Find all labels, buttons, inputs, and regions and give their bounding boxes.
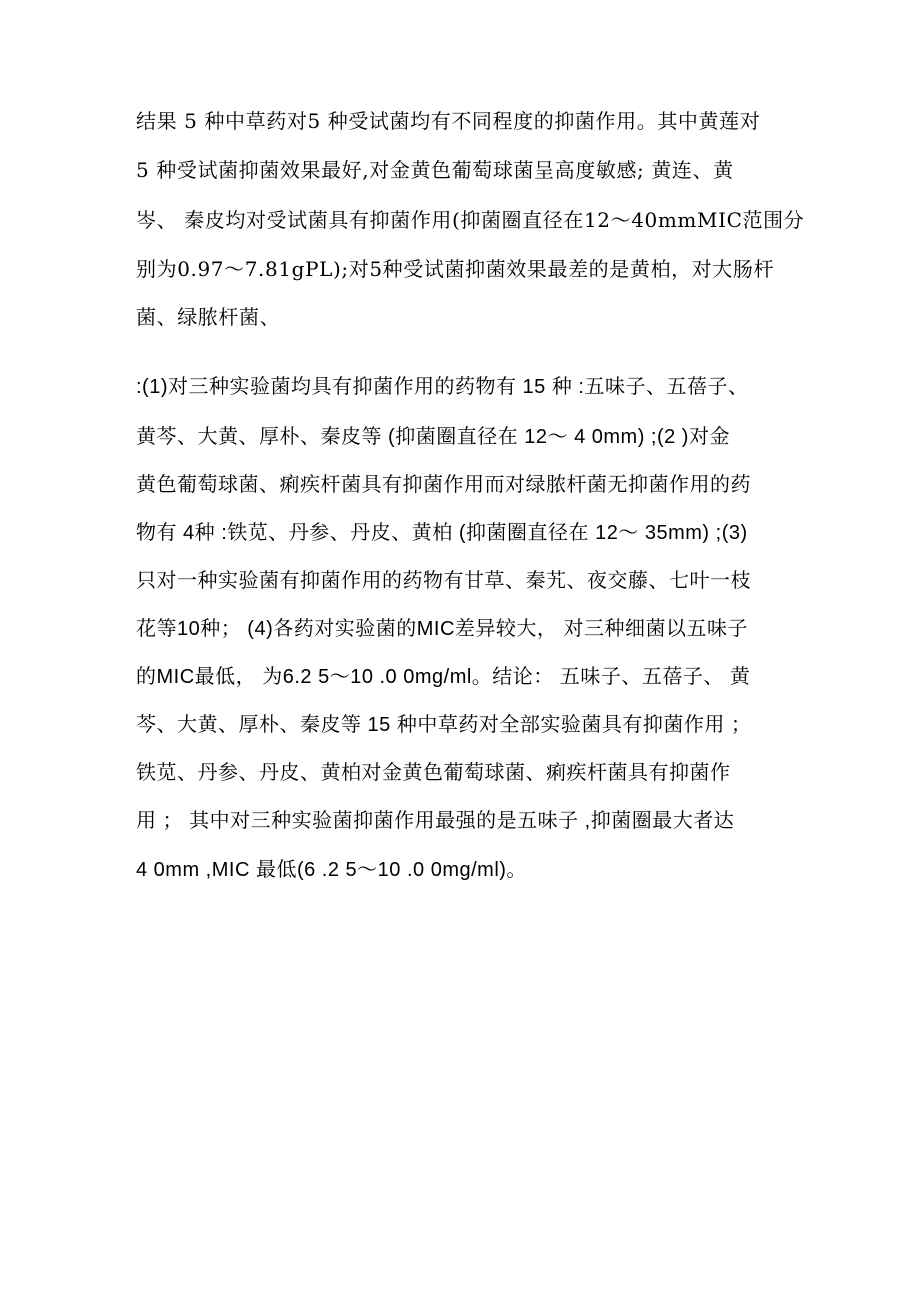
text-line: 黄芩、大黄、厚朴、秦皮等 (抑菌圈直径在 12〜 4 0mm) ;(2 )对金 [136, 426, 730, 448]
text-line: 黄色葡萄球菌、痢疾杆菌具有抑菌作用而对绿脓杆菌无抑菌作用的药 [136, 474, 751, 496]
text-line: 铁苋、丹参、丹皮、黄柏对金黄色葡萄球菌、痢疾杆菌具有抑菌作 [136, 762, 731, 784]
text-line: 结果 5 种中草药对5 种受试菌均有不同程度的抑菌作用。其中黄莲对 [136, 109, 761, 133]
text-line: 菌、绿脓杆菌、 [136, 305, 281, 329]
text-line: 4 0mm ,MIC 最低(6 .2 5〜10 .0 0mg/ml)。 [136, 859, 527, 881]
text-line: 别为0.97〜7.81gPL);对5种受试菌抑菌效果最差的是黄柏，对大肠杆 [136, 257, 775, 281]
text-line: 用 ； 其中对三种实验菌抑菌作用最强的是五味子 ,抑菌圈最大者达 [136, 810, 735, 832]
text-line: :(1)对三种实验菌均具有抑菌作用的药物有 15 种 :五味子、五蓓子、 [136, 376, 749, 398]
text-line: 5 种受试菌抑菌效果最好,对金黄色葡萄球菌呈高度敏感; 黄连、黄 [136, 158, 734, 182]
text-line: 只对一种实验菌有抑菌作用的药物有甘草、秦艽、夜交藤、七叶一枝 [136, 570, 751, 592]
text-line: 花等10种； (4)各药对实验菌的MIC差异较大， 对三种细菌以五味子 [136, 618, 748, 640]
text-line: 芩、大黄、厚朴、秦皮等 15 种中草药对全部实验菌具有抑菌作用 ； [136, 714, 752, 736]
text-line: 物有 4种 :铁苋、丹参、丹皮、黄柏 (抑菌圈直径在 12〜 35mm) ;(3) [136, 522, 748, 544]
text-line: 的MIC最低， 为6.2 5〜10 .0 0mg/ml。结论： 五味子、五蓓子、 黄 [136, 666, 751, 688]
text-line: 岑、 秦皮均对受试菌具有抑菌作用(抑菌圈直径在12〜40mmMIC范围分 [136, 208, 805, 232]
